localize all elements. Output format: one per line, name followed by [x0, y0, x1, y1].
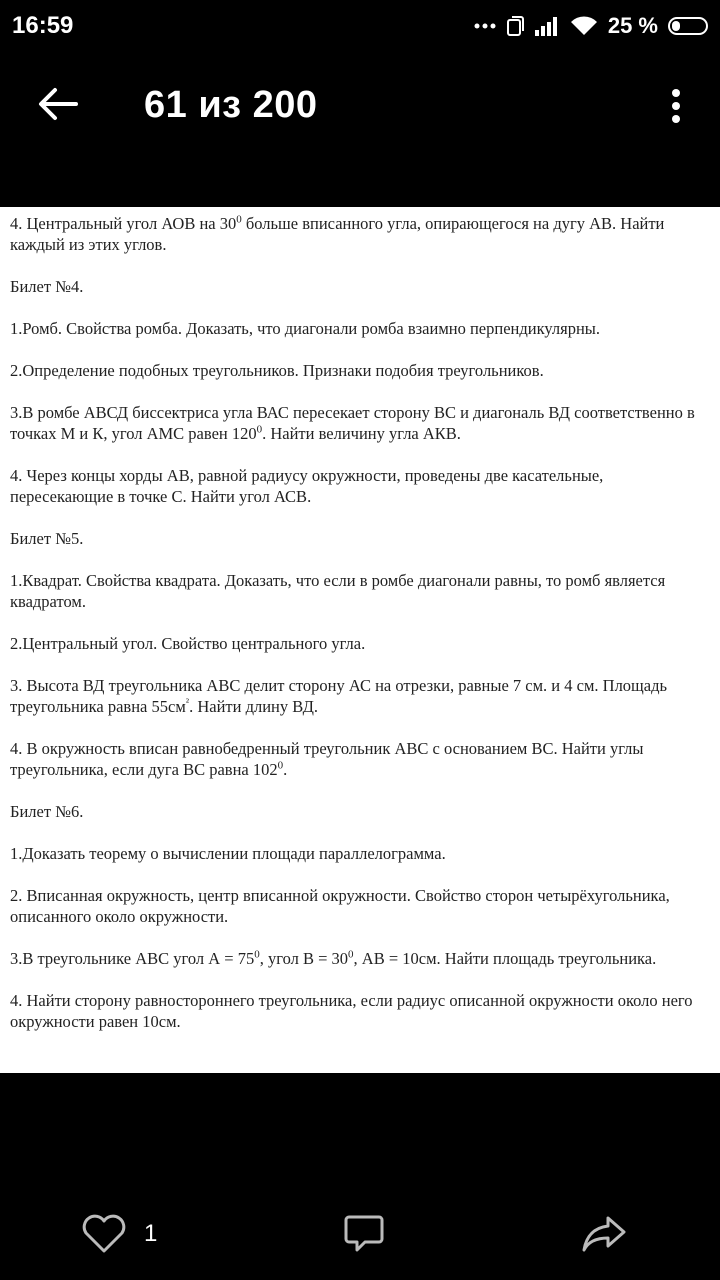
- more-menu-button[interactable]: [656, 80, 696, 132]
- paragraph: 1.Доказать теорему о вычислении площади параллелограмма.: [10, 844, 446, 863]
- share-icon: [580, 1214, 628, 1254]
- ticket-heading: Билет №4.: [10, 277, 84, 296]
- wifi-icon: [570, 16, 598, 36]
- page-counter: 61 из 200: [144, 84, 318, 126]
- more-dots-icon: [474, 22, 496, 30]
- paragraph: 3. Высота ВД треугольника АВС делит сторону АС на отрезки, равные 7 см. и 4 см. Площадь треугольника равна $55см^{^2}$. Найти длину ВД.: [10, 676, 668, 716]
- paragraph: 4. В окружность вписан равнобедренный треугольник АВС с основанием ВС. Найти углы треугольника, если дуга ВС равна $102^0$.: [10, 739, 644, 779]
- status-icons: [474, 12, 708, 40]
- more-vertical-icon: [671, 89, 681, 123]
- status-bar: [0, 0, 720, 52]
- arrow-left-icon: [38, 87, 78, 121]
- comment-icon: [343, 1213, 385, 1255]
- battery-icon: [668, 17, 708, 35]
- paragraph: 2. Вписанная окружность, центр вписанной окружности. Свойство сторон четырёхугольника, описанного около окружности.: [10, 886, 670, 926]
- document-page: [0, 207, 720, 1073]
- bottom-action-bar: [0, 1190, 720, 1280]
- heart-icon: [81, 1214, 127, 1254]
- ticket-heading: Билет №5.: [10, 529, 84, 548]
- comment-button[interactable]: [340, 1210, 388, 1258]
- ticket-heading: Билет №6.: [10, 802, 84, 821]
- status-time: 16:59: [12, 12, 74, 39]
- sync-icon: [506, 15, 524, 37]
- paragraph: 3.В треугольнике АВС угол $А = 75^0$, угол $В = 30^0$, АВ = 10см. Найти площадь треугольника.: [10, 948, 657, 968]
- like-button[interactable]: [80, 1212, 128, 1256]
- paragraph: 3.В ромбе АВСД биссектриса угла ВАС пересекает сторону ВС и диагональ ВД соответственно в точках М и К, угол АМС равен $120^0$. Найти величину угла АКВ.: [10, 403, 695, 443]
- signal-icon: [534, 16, 560, 36]
- paragraph: 4. Через концы хорды АВ, равной радиусу окружности, проведены две касательные, пересекающие в точке С. Найти угол АСВ.: [10, 466, 604, 506]
- back-button[interactable]: [34, 80, 82, 128]
- paragraph: 4. Центральный угол АОВ на $30^0$ больше вписанного угла, опирающегося на дугу АВ. Найти каждый из этих углов.: [10, 213, 665, 254]
- paragraph: 2.Определение подобных треугольников. Признаки подобия треугольников.: [10, 361, 544, 380]
- paragraph: 2.Центральный угол. Свойство центрального угла.: [10, 634, 366, 653]
- paragraph: 4. Найти сторону равностороннего треугольника, если радиус описанной окружности около него окружности равен 10см.: [10, 991, 693, 1031]
- share-button[interactable]: [578, 1210, 630, 1258]
- like-count: 1: [144, 1220, 158, 1247]
- paragraph: 1.Квадрат. Свойства квадрата. Доказать, что если в ромбе диагонали равны, то ромб является квадратом.: [10, 571, 666, 611]
- paragraph: 1.Ромб. Свойства ромба. Доказать, что диагонали ромба взаимно перпендикулярны.: [10, 319, 600, 338]
- app-bar: [0, 52, 720, 162]
- battery-percent: 25 %: [607, 13, 658, 38]
- battery-level: [672, 21, 680, 31]
